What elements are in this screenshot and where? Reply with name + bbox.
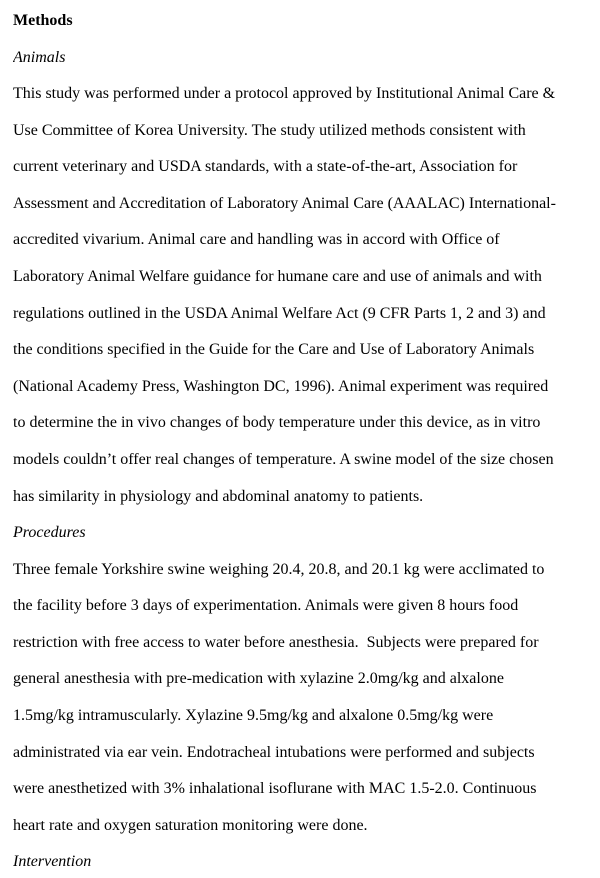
- paragraph-line: current veterinary and USDA standards, with a state-of-the-art, Association for: [13, 158, 518, 176]
- paragraph-line: 1.5mg/kg intramuscularly. Xylazine 9.5mg/kg and alxalone 0.5mg/kg were: [13, 706, 494, 724]
- paragraph-line: (National Academy Press, Washington DC, 1996). Animal experiment was required: [13, 377, 549, 395]
- paragraph-line: heart rate and oxygen saturation monitoring were done.: [13, 816, 368, 834]
- paragraph-line: regulations outlined in the USDA Animal Welfare Act (9 CFR Parts 1, 2 and 3) and: [13, 304, 546, 322]
- paragraph-line: general anesthesia with pre-medication with xylazine 2.0mg/kg and alxalone: [13, 670, 504, 688]
- paragraph-line: were anesthetized with 3% inhalational isoflurane with MAC 1.5-2.0. Continuous: [13, 780, 537, 798]
- paragraph-line: models couldn’t offer real changes of temperature. A swine model of the size chosen: [13, 450, 554, 468]
- paragraph-line: This study was performed under a protocol approved by Institutional Animal Care &: [13, 85, 556, 103]
- paragraph-line: Assessment and Accreditation of Laboratory Animal Care (AAALAC) International-: [13, 194, 556, 212]
- paragraph-line: Three female Yorkshire swine weighing 20.4, 20.8, and 20.1 kg were acclimated to: [13, 560, 545, 578]
- paragraph-line: the facility before 3 days of experimentation. Animals were given 8 hours food: [13, 597, 519, 615]
- paragraph-line: restriction with free access to water before anesthesia. Subjects were prepared for: [13, 633, 539, 651]
- paragraph-line: Use Committee of Korea University. The study utilized methods consistent with: [13, 121, 526, 139]
- paragraph-line: administrated via ear vein. Endotracheal intubations were performed and subjects: [13, 743, 535, 761]
- paragraph-line: to determine the in vivo changes of body temperature under this device, as in vitro: [13, 414, 541, 432]
- paragraph-line: has similarity in physiology and abdominal anatomy to patients.: [13, 487, 424, 505]
- section-heading-methods: Methods: [13, 12, 73, 29]
- subsection-heading-intervention: Intervention: [13, 853, 92, 871]
- paragraph-line: accredited vivarium. Animal care and handling was in accord with Office of: [13, 231, 500, 249]
- paragraph-line: the conditions specified in the Guide for the Care and Use of Laboratory Animals: [13, 341, 535, 359]
- subsection-heading-procedures: Procedures: [13, 524, 86, 542]
- subsection-heading-animals: Animals: [13, 48, 66, 66]
- paragraph-line: Laboratory Animal Welfare guidance for humane care and use of animals and with: [13, 268, 542, 286]
